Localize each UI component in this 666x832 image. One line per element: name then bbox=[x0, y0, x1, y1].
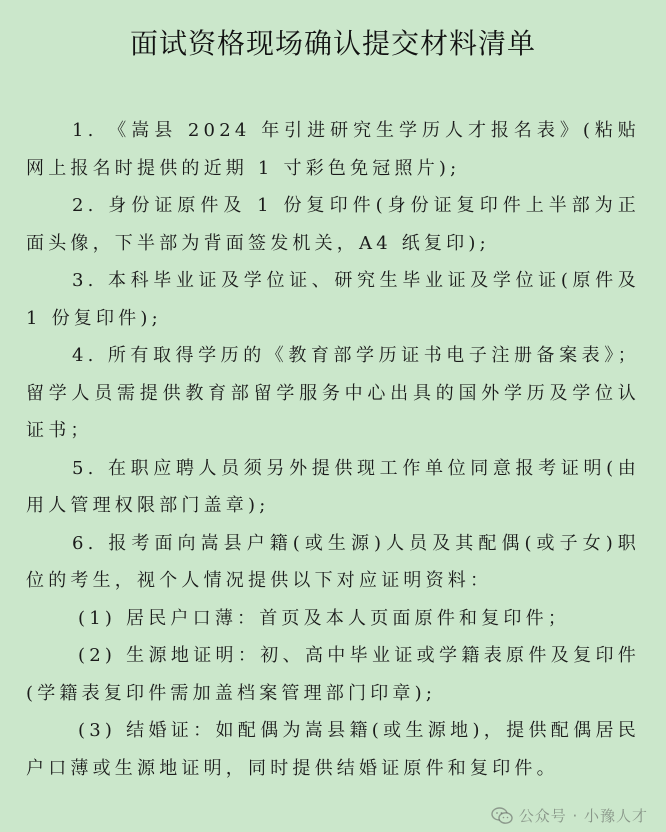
wechat-icon bbox=[491, 807, 513, 825]
list-item-1: 1. 《嵩县 2024 年引进研究生学历人才报名表》(粘贴网上报名时提供的近期 1 寸彩色免冠照片); bbox=[26, 120, 640, 179]
list-item-5: 5. 在职应聘人员须另外提供现工作单位同意报考证明(由用人管理权限部门盖章); bbox=[26, 457, 640, 516]
watermark-text: 公众号 · 小豫人才 bbox=[518, 807, 648, 825]
list-item-6: 6. 报考面向嵩县户籍(或生源)人员及其配偶(或子女)职位的考生，视个人情况提供以下对应证明资料： bbox=[26, 532, 640, 591]
list-item-2: 2. 身份证原件及 1 份复印件(身份证复印件上半部为正面头像，下半部为背面签发机关，A4 纸复印); bbox=[26, 195, 640, 254]
watermark bbox=[491, 805, 648, 826]
list-item-3: 3. 本科毕业证及学位证、研究生毕业证及学位证(原件及 1 份复印件); bbox=[26, 270, 640, 329]
sub-item-2: (2) 生源地证明：初、高中毕业证或学籍表原件及复印件(学籍表复印件需加盖档案管理部门印章); bbox=[26, 645, 640, 704]
sub-item-1: (1) 居民户口薄：首页及本人页面原件和复印件； bbox=[78, 607, 571, 629]
page-title: 面试资格现场确认提交材料清单 bbox=[129, 27, 536, 60]
sub-item-3: (3) 结婚证：如配偶为嵩县籍(或生源地)，提供配偶居民户口薄或生源地证明，同时提供结婚证原件和复印件。 bbox=[26, 720, 640, 779]
list-item-4: 4. 所有取得学历的《教育部学历证书电子注册备案表》；留学人员需提供教育部留学服务中心出具的国外学历及学位认证书； bbox=[26, 345, 640, 441]
document-body bbox=[26, 112, 640, 787]
